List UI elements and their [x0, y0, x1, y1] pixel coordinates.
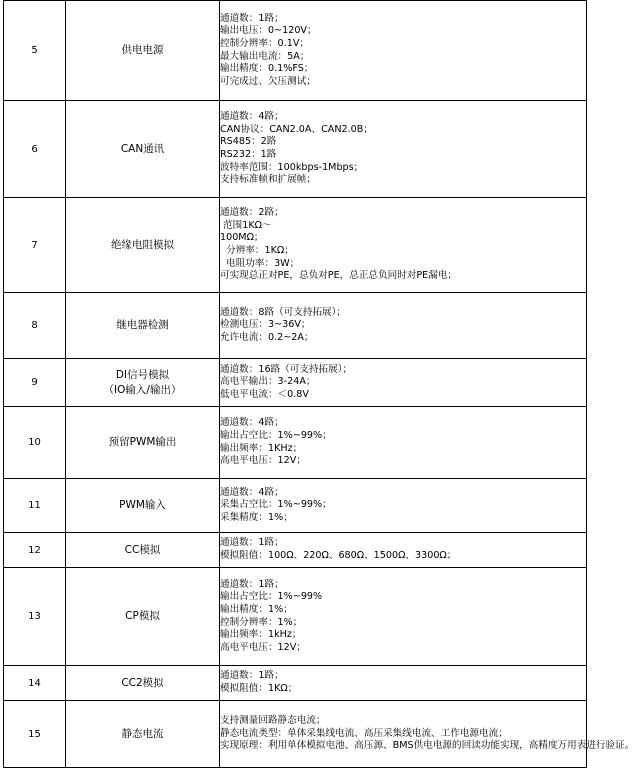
- row-number: 14: [4, 666, 66, 701]
- spec-line: 通道数：4路；: [220, 486, 284, 498]
- row-number: 6: [4, 101, 66, 198]
- spec-line: 高电平电压：12V；: [220, 641, 306, 653]
- spec-cell: [220, 479, 587, 533]
- spec-line: 高电平电压：12V；: [220, 455, 306, 467]
- spec-line: 允许电流：0.2~2A；: [220, 331, 314, 343]
- spec-line: 分辨率：1KΩ；: [220, 245, 294, 256]
- spec-line: 实现原理：利用单体模拟电池、高压源、BMS供电电源的回读功能实现，高精度万用表进行验证。: [220, 740, 634, 752]
- item-name-cell: [66, 293, 220, 359]
- spec-cell: [220, 568, 587, 666]
- spec-line: 通道数：4路；: [220, 111, 284, 123]
- spec-table: [3, 0, 634, 768]
- spec-cell: [220, 666, 587, 701]
- item-name-cell: [66, 407, 220, 479]
- spec-line: 输出占空比：1%~99%；: [220, 429, 332, 441]
- row-number: 7: [4, 198, 66, 293]
- spec-table-body: [4, 1, 634, 768]
- spec-line: CAN协议：CAN2.0A、CAN2.0B；: [220, 123, 373, 135]
- item-name: CP模拟: [125, 610, 160, 622]
- spec-cell: [220, 533, 587, 568]
- spec-line: 通道数：1路；: [220, 670, 284, 682]
- spec-line: 控制分辨率：1%；: [220, 616, 303, 628]
- spec-line: 控制分辨率：0.1V；: [220, 37, 309, 49]
- spec-line: 输出频率：1kHz；: [220, 629, 302, 641]
- spec-line: 通道数：2路；: [220, 207, 284, 219]
- spec-line: 通道数：8路（可支持拓展）；: [220, 306, 347, 318]
- spec-line: 采集精度：1%；: [220, 511, 293, 523]
- item-name-cell: [66, 533, 220, 568]
- spec-line: 输出电压：0~120V；: [220, 25, 317, 37]
- table-row: [4, 1, 587, 101]
- row-number: 10: [4, 407, 66, 479]
- item-name: 供电电源: [121, 44, 164, 56]
- spec-line: 高电平输出：3-24A；: [220, 376, 316, 388]
- row-number: 13: [4, 568, 66, 666]
- item-name: 预留PWM输出: [108, 436, 177, 448]
- table-row: [4, 293, 587, 359]
- item-name: 绝缘电阻模拟: [111, 238, 174, 251]
- spec-line: 通道数：1路；: [220, 537, 284, 549]
- table-row: [4, 568, 587, 666]
- spec-line: 通道数：4路；: [220, 417, 284, 429]
- item-name: DI信号模拟: [115, 368, 170, 381]
- spec-line: 波特率范围：100kbps-1Mbps；: [220, 161, 364, 173]
- table-row: [4, 479, 587, 533]
- spec-line: 输出占空比：1%~99%: [220, 591, 323, 603]
- spec-line: 采集占空比：1%~99%；: [220, 499, 332, 511]
- item-name: PWM输入: [119, 499, 166, 511]
- spec-line: RS232：1路: [220, 149, 277, 160]
- item-name-cell: [66, 666, 220, 701]
- spec-line: 输出精度：0.1%FS；: [220, 63, 314, 75]
- spec-line: RS485：2路: [220, 136, 277, 148]
- row-number: 12: [4, 533, 66, 568]
- table-row: [4, 198, 587, 293]
- spec-line: 输出精度：1%；: [220, 603, 293, 615]
- item-name-cell: [66, 359, 220, 407]
- spec-line: 检测电压：3~36V；: [220, 319, 311, 331]
- table-row: [4, 701, 587, 768]
- spec-line: 可实现总正对PE，总负对PE，总正总负同时对PE漏电；: [220, 270, 458, 282]
- spec-cell: [220, 359, 587, 407]
- spec-line: 支持测量回路静态电流；: [220, 715, 326, 727]
- table-row: [4, 533, 587, 568]
- table-row: [4, 407, 587, 479]
- table-row: [4, 666, 587, 701]
- row-number: 11: [4, 479, 66, 533]
- spec-cell: [220, 407, 587, 479]
- row-number: 8: [4, 293, 66, 359]
- spec-line: 100MΩ；: [220, 232, 264, 244]
- item-name: 静态电流: [121, 727, 164, 740]
- spec-line: 支持标准帧和扩展帧；: [220, 174, 316, 186]
- item-name: CAN通讯: [120, 142, 165, 155]
- spec-line: 模拟阻值：1KΩ；: [220, 683, 298, 694]
- table-row: [4, 359, 587, 407]
- spec-line: 通道数：16路（可支持拓展）；: [220, 363, 353, 375]
- spec-line: 低电平电流：＜0.8V: [220, 388, 309, 400]
- spec-cell: [220, 701, 634, 768]
- item-name-cell: [66, 198, 220, 293]
- item-name: （IO输入/输出）: [103, 383, 182, 396]
- row-number: 5: [4, 1, 66, 101]
- spec-line: 输出频率：1KHz；: [220, 442, 303, 454]
- spec-cell: [220, 293, 587, 359]
- spec-line: 电阻功率：3W；: [220, 257, 300, 269]
- item-name: CC模拟: [124, 543, 161, 556]
- item-name-cell: [66, 101, 220, 198]
- item-name-cell: [66, 1, 220, 101]
- row-number: 15: [4, 701, 66, 768]
- item-name-cell: [66, 701, 220, 768]
- table-row: [4, 101, 587, 198]
- spec-line: 通道数：1路；: [220, 12, 284, 24]
- spec-cell: [220, 1, 587, 101]
- spec-line: 通道数：1路；: [220, 578, 284, 590]
- spec-line: 可完成过、欠压测试；: [220, 75, 316, 87]
- item-name-cell: [66, 568, 220, 666]
- spec-line: 静态电流类型：单体采集线电流、高压采集线电流、工作电源电流；: [220, 727, 508, 739]
- spec-line: 最大输出电流：5A；: [220, 50, 310, 62]
- spec-cell: [220, 198, 587, 293]
- item-name: CC2模拟: [121, 676, 164, 689]
- spec-line: 范围1KΩ～: [220, 219, 272, 231]
- spec-cell: [220, 101, 587, 198]
- item-name: 继电器检测: [116, 319, 169, 331]
- spec-line: 模拟阻值：100Ω、220Ω、680Ω、1500Ω、3300Ω；: [220, 550, 457, 561]
- item-name-cell: [66, 479, 220, 533]
- row-number: 9: [4, 359, 66, 407]
